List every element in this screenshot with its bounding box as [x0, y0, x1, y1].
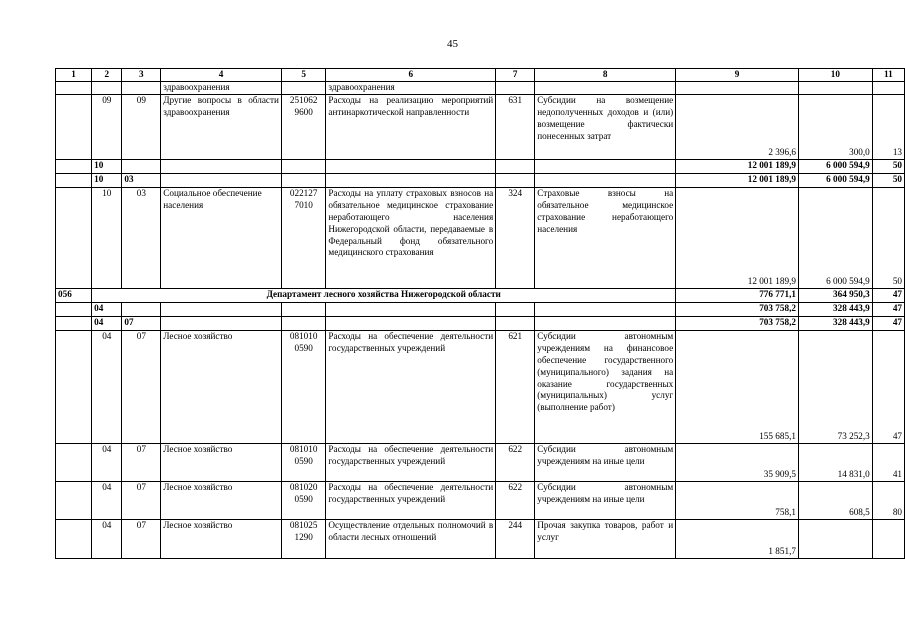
cell-target-name: Осуществление отдельных полномочий в области лесных отношений — [326, 519, 496, 558]
cell-c2: 04 — [92, 481, 122, 519]
cell-target-code: 081020 0590 — [281, 481, 325, 519]
cell-c3 — [122, 159, 161, 173]
cell-section-name: здравоохранения — [161, 82, 282, 95]
cell-target-code: 081025 1290 — [281, 519, 325, 558]
cell-c11: 80 — [872, 481, 904, 519]
cell-c1 — [56, 187, 92, 288]
cell-c2: 10 — [92, 159, 122, 173]
cell-c10: 608,5 — [798, 481, 872, 519]
cell-c10: 73 252,3 — [798, 330, 872, 443]
cell-c3: 03 — [122, 173, 161, 187]
column-header: 5 — [281, 69, 325, 82]
cell-target-name: Расходы на обеспечение деятельности государственных учреждений — [326, 443, 496, 481]
table-row — [56, 330, 905, 443]
cell-c10: 14 831,0 — [798, 443, 872, 481]
cell-c9: 12 001 189,9 — [676, 159, 799, 173]
cell-expense-code — [496, 316, 535, 330]
cell-section-name: Лесное хозяйство — [161, 481, 282, 519]
cell-c9: 1 851,7 — [676, 519, 799, 558]
cell-c11 — [872, 519, 904, 558]
cell-c11: 47 — [872, 316, 904, 330]
table-row — [56, 187, 905, 288]
cell-c1 — [56, 330, 92, 443]
cell-c1 — [56, 82, 92, 95]
cell-expense-name: Субсидии автономным учреждениям на иные цели — [535, 443, 676, 481]
cell-c1 — [56, 159, 92, 173]
cell-expense-code: 244 — [496, 519, 535, 558]
cell-expense-name: Субсидии на возмещение недополученных доходов и (или) возмещение фактически понесенных затрат — [535, 94, 676, 159]
cell-c11: 50 — [872, 187, 904, 288]
cell-expense-name — [535, 316, 676, 330]
column-header: 2 — [92, 69, 122, 82]
table-row — [56, 288, 905, 302]
cell-section-name: Лесное хозяйство — [161, 443, 282, 481]
cell-c9: 703 758,2 — [676, 302, 799, 316]
cell-expense-code — [496, 173, 535, 187]
cell-c10 — [798, 82, 872, 95]
cell-target-name — [326, 302, 496, 316]
cell-target-code — [281, 302, 325, 316]
cell-c3: 07 — [122, 519, 161, 558]
cell-c2 — [92, 82, 122, 95]
table-row — [56, 316, 905, 330]
cell-target-name — [326, 173, 496, 187]
column-header: 7 — [496, 69, 535, 82]
table-row — [56, 481, 905, 519]
cell-c9: 776 771,1 — [676, 288, 799, 302]
cell-section-name: Другие вопросы в области здравоохранения — [161, 94, 282, 159]
cell-c9: 35 909,5 — [676, 443, 799, 481]
cell-target-name — [326, 159, 496, 173]
cell-expense-code: 622 — [496, 443, 535, 481]
cell-c1 — [56, 94, 92, 159]
cell-expense-code — [496, 159, 535, 173]
cell-target-code: 022127 7010 — [281, 187, 325, 288]
cell-c9: 12 001 189,9 — [676, 173, 799, 187]
table-row — [56, 82, 905, 95]
table-row — [56, 443, 905, 481]
cell-target-name: Расходы на уплату страховых взносов на обязательное медицинское страхование неработающего населения Нижегородской области, передаваемые в Федеральный фонд обязательного медицинского страхования — [326, 187, 496, 288]
table-row — [56, 173, 905, 187]
cell-c2: 10 — [92, 187, 122, 288]
cell-c3: 07 — [122, 443, 161, 481]
cell-target-name: Расходы на реализацию мероприятий антинаркотической направленности — [326, 94, 496, 159]
table-header-row — [56, 69, 905, 82]
cell-c3: 07 — [122, 481, 161, 519]
cell-section-name — [161, 302, 282, 316]
column-header: 1 — [56, 69, 92, 82]
cell-target-code — [281, 82, 325, 95]
cell-target-name — [326, 316, 496, 330]
cell-c9: 758,1 — [676, 481, 799, 519]
cell-c11: 41 — [872, 443, 904, 481]
cell-c1 — [56, 519, 92, 558]
cell-target-code: 081010 0590 — [281, 330, 325, 443]
cell-c10: 6 000 594,9 — [798, 187, 872, 288]
cell-expense-name: Страховые взносы на обязательное медицинское страхование неработающего населения — [535, 187, 676, 288]
cell-expense-name: Субсидии автономным учреждениям на иные цели — [535, 481, 676, 519]
column-header: 6 — [326, 69, 496, 82]
cell-expense-code: 631 — [496, 94, 535, 159]
cell-c11: 13 — [872, 94, 904, 159]
cell-expense-name: Субсидии автономным учреждениям на финансовое обеспечение государственного (муниципального) задания на оказание государственных (муниципальных) услуг (выполнение работ) — [535, 330, 676, 443]
cell-c2: 09 — [92, 94, 122, 159]
cell-expense-code: 324 — [496, 187, 535, 288]
cell-c3 — [122, 302, 161, 316]
column-header: 8 — [535, 69, 676, 82]
table-row — [56, 94, 905, 159]
page-number: 45 — [447, 38, 458, 50]
cell-c11: 47 — [872, 288, 904, 302]
cell-section-name — [161, 159, 282, 173]
cell-c3: 07 — [122, 316, 161, 330]
cell-c3: 09 — [122, 94, 161, 159]
cell-c10: 328 443,9 — [798, 302, 872, 316]
cell-target-code: 081010 0590 — [281, 443, 325, 481]
cell-c11: 50 — [872, 159, 904, 173]
cell-c1 — [56, 173, 92, 187]
cell-c2: 04 — [92, 302, 122, 316]
cell-c2: 04 — [92, 443, 122, 481]
cell-expense-name: Прочая закупка товаров, работ и услуг — [535, 519, 676, 558]
column-header: 11 — [872, 69, 904, 82]
cell-expense-name — [535, 302, 676, 316]
cell-expense-name — [535, 159, 676, 173]
cell-c10: 364 950,3 — [798, 288, 872, 302]
cell-c10: 300,0 — [798, 94, 872, 159]
cell-c9: 703 758,2 — [676, 316, 799, 330]
column-header: 3 — [122, 69, 161, 82]
cell-expense-code: 622 — [496, 481, 535, 519]
cell-c10: 6 000 594,9 — [798, 173, 872, 187]
cell-section-name: Лесное хозяйство — [161, 330, 282, 443]
cell-section-name — [161, 173, 282, 187]
cell-target-name: Расходы на обеспечение деятельности государственных учреждений — [326, 330, 496, 443]
cell-c3: 03 — [122, 187, 161, 288]
cell-c9: 155 685,1 — [676, 330, 799, 443]
cell-c1 — [56, 481, 92, 519]
cell-target-name: Расходы на обеспечение деятельности государственных учреждений — [326, 481, 496, 519]
cell-c11: 50 — [872, 173, 904, 187]
cell-c10 — [798, 519, 872, 558]
cell-c10: 6 000 594,9 — [798, 159, 872, 173]
cell-c3 — [122, 82, 161, 95]
cell-c11 — [872, 82, 904, 95]
cell-expense-code — [496, 82, 535, 95]
cell-c9: 2 396,6 — [676, 94, 799, 159]
cell-c1 — [56, 302, 92, 316]
cell-c3: 07 — [122, 330, 161, 443]
cell-c11: 47 — [872, 302, 904, 316]
cell-expense-code: 621 — [496, 330, 535, 443]
cell-c2: 04 — [92, 330, 122, 443]
cell-expense-code — [496, 302, 535, 316]
cell-c2: 04 — [92, 519, 122, 558]
cell-target-name: здравоохранения — [326, 82, 496, 95]
cell-expense-name — [535, 82, 676, 95]
budget-table — [55, 68, 905, 559]
cell-section-name: Лесное хозяйство — [161, 519, 282, 558]
cell-c2: 10 — [92, 173, 122, 187]
cell-target-code: 251062 9600 — [281, 94, 325, 159]
department-name: Департамент лесного хозяйства Нижегородской области — [92, 288, 676, 302]
cell-target-code — [281, 316, 325, 330]
table-row — [56, 519, 905, 558]
cell-section-name: Социальное обеспечение населения — [161, 187, 282, 288]
cell-c11: 47 — [872, 330, 904, 443]
cell-expense-name — [535, 173, 676, 187]
column-header: 10 — [798, 69, 872, 82]
table-row — [56, 159, 905, 173]
cell-c10: 328 443,9 — [798, 316, 872, 330]
cell-c9 — [676, 82, 799, 95]
cell-c2: 04 — [92, 316, 122, 330]
column-header: 4 — [161, 69, 282, 82]
cell-c9: 12 001 189,9 — [676, 187, 799, 288]
cell-target-code — [281, 159, 325, 173]
column-header: 9 — [676, 69, 799, 82]
cell-section-name — [161, 316, 282, 330]
cell-target-code — [281, 173, 325, 187]
cell-c1: 056 — [56, 288, 92, 302]
table-row — [56, 302, 905, 316]
cell-c1 — [56, 443, 92, 481]
cell-c1 — [56, 316, 92, 330]
